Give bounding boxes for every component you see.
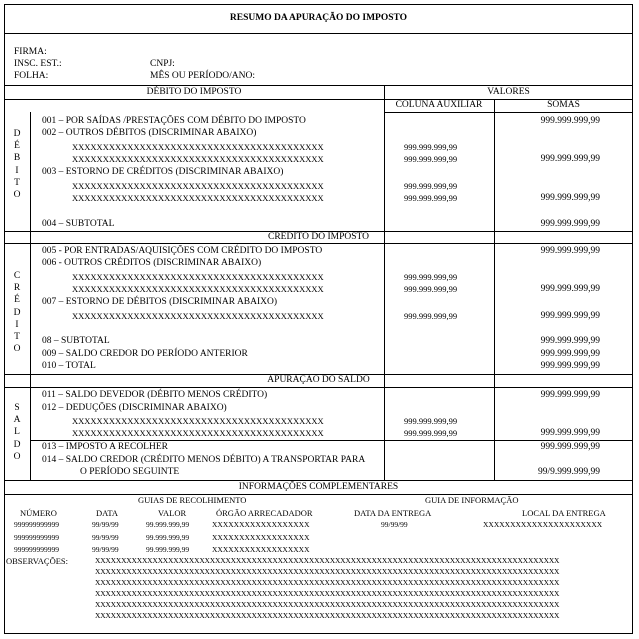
value-006-somas: 999.999.999,99 [540,284,600,294]
value-005-somas: 999.999.999,99 [540,246,600,256]
value-001-somas: 999.999.999,99 [540,116,600,126]
col-local-entrega: LOCAL DA ENTREGA [522,508,606,518]
value-aux: 999.999.999,99 [404,284,458,294]
firma-label: FIRMA: [14,47,47,57]
debito-side-label: D É B I T O [13,129,21,201]
observacoes-line: XXXXXXXXXXXXXXXXXXXXXXXXXXXXXXXXXXXXXXXXXXXXXXXXXXXXXXXXXXXXXXXXXXXXXXXXXXXXXXXXXXXXXXXXX [95,589,560,598]
entrega-local: XXXXXXXXXXXXXXXXXXXXXX [483,520,603,529]
value-aux: 999.999.999,99 [404,272,458,282]
form-title: RESUMO DA APURAÇÃO DO IMPOSTO [229,13,408,23]
guia-valor: 99.999.999,99 [146,545,190,554]
observacoes-line: XXXXXXXXXXXXXXXXXXXXXXXXXXXXXXXXXXXXXXXXXXXXXXXXXXXXXXXXXXXXXXXXXXXXXXXXXXXXXXXXXXXXXXXXX [95,611,560,620]
line-008: 08 – SUBTOTAL [42,336,110,346]
value-008-somas: 999.999.999,99 [540,336,600,346]
value-013-somas: 999.999.999,99 [540,442,600,452]
line-003: 003 – ESTORNO DE CRÉDITOS (DISCRIMINAR ABAIXO) [42,167,284,177]
credito-header: CREDITO DO IMPOSTO [268,232,369,242]
line-013: 013 – IMPOSTO A RECOLHER [42,442,168,452]
discriminar-x: XXXXXXXXXXXXXXXXXXXXXXXXXXXXXXXXXXXXXXXXX [72,428,324,438]
info-header: INFORMAÇÕES COMPLEMENTARES [238,482,399,492]
line-002: 002 – OUTROS DÉBITOS (DISCRIMINAR ABAIXO) [42,128,257,138]
col-valor: VALOR [158,508,187,518]
auxiliar-header: COLUNA AUXILIAR [395,100,483,110]
divider [384,112,633,113]
column-separator [384,85,385,480]
value-014-somas: 99/9.999.999,99 [537,467,600,477]
value-aux: 999.999.999,99 [404,311,458,321]
divider [30,440,633,441]
observacoes-line: XXXXXXXXXXXXXXXXXXXXXXXXXXXXXXXXXXXXXXXXXXXXXXXXXXXXXXXXXXXXXXXXXXXXXXXXXXXXXXXXXXXXXXXXX [95,567,560,576]
divider [4,494,633,495]
debito-header: DÉBITO DO IMPOSTO [146,87,242,97]
line-005: 005 - POR ENTRADAS/AQUISIÇÕES COM CRÉDITO DO IMPOSTO [42,246,323,256]
line-009: 009 – SALDO CREDOR DO PERÍODO ANTERIOR [42,349,248,359]
guias-recolhimento-label: GUIAS DE RECOLHIMENTO [138,495,247,505]
line-014: 014 – SALDO CREDOR (CRÉDITO MENOS DÉBITO) A TRANSPORTAR PARA [42,455,366,465]
col-data: DATA [96,508,118,518]
cnpj-label: CNPJ: [150,59,175,69]
guia-valor: 99.999.999,99 [146,533,190,542]
divider [4,243,633,244]
col-orgao: ÓRGÃO ARRECADADOR [216,508,313,518]
discriminar-x: XXXXXXXXXXXXXXXXXXXXXXXXXXXXXXXXXXXXXXXXX [72,416,324,426]
col-data-entrega: DATA DA ENTREGA [354,508,432,518]
value-012-somas: 999.999.999,99 [540,428,600,438]
valores-header: VALORES [487,87,530,97]
saldo-side-label: S A L D O [13,403,21,462]
value-007-somas: 999.999.999,99 [540,311,600,321]
value-aux: 999.999.999,99 [404,428,458,438]
col-numero: NÚMERO [20,508,57,518]
value-009-somas: 999.999.999,99 [540,349,600,359]
folha-label: FOLHA: [14,71,49,81]
credito-side-label: C R É D I T O [13,271,21,355]
line-006: 006 - OUTROS CRÉDITOS (DISCRIMINAR ABAIXO) [42,258,262,268]
saldo-header: APURAÇÃO DO SALDO [267,375,370,385]
divider [4,33,633,34]
discriminar-x: XXXXXXXXXXXXXXXXXXXXXXXXXXXXXXXXXXXXXXXXX [72,181,324,191]
value-aux: 999.999.999,99 [404,154,458,164]
discriminar-x: XXXXXXXXXXXXXXXXXXXXXXXXXXXXXXXXXXXXXXXXX [72,272,324,282]
value-010-somas: 999.999.999,99 [540,361,600,371]
discriminar-x: XXXXXXXXXXXXXXXXXXXXXXXXXXXXXXXXXXXXXXXXX [72,142,324,152]
divider [4,480,633,481]
value-aux: 999.999.999,99 [404,193,458,203]
guia-orgao: XXXXXXXXXXXXXXXXXX [212,545,310,554]
divider [4,99,384,100]
line-007: 007 – ESTORNO DE DÉBITOS (DISCRIMINAR ABAIXO) [42,297,278,307]
guia-valor: 99.999.999,99 [146,520,190,529]
line-011: 011 – SALDO DEVEDOR (DÉBITO MENOS CRÉDITO) [42,390,268,400]
line-001: 001 – POR SAÍDAS /PRESTAÇÕES COM DÉBITO DO IMPOSTO [42,116,306,126]
value-aux: 999.999.999,99 [404,416,458,426]
guia-informacao-label: GUIA DE INFORMAÇÃO [425,495,519,505]
guia-numero: 999999999999 [14,533,59,542]
guia-data: 99/99/99 [92,545,119,554]
line-014-cont: O PERÍODO SEGUINTE [80,467,180,477]
guia-numero: 999999999999 [14,520,59,529]
observacoes-line: XXXXXXXXXXXXXXXXXXXXXXXXXXXXXXXXXXXXXXXXXXXXXXXXXXXXXXXXXXXXXXXXXXXXXXXXXXXXXXXXXXXXXXXXX [95,600,560,609]
observacoes-label: OBSERVAÇÕES: [6,556,68,566]
observacoes-line: XXXXXXXXXXXXXXXXXXXXXXXXXXXXXXXXXXXXXXXXXXXXXXXXXXXXXXXXXXXXXXXXXXXXXXXXXXXXXXXXXXXXXXXXX [95,556,560,565]
guia-data: 99/99/99 [92,533,119,542]
side-separator [30,112,31,480]
discriminar-x: XXXXXXXXXXXXXXXXXXXXXXXXXXXXXXXXXXXXXXXXX [72,154,324,164]
observacoes-line: XXXXXXXXXXXXXXXXXXXXXXXXXXXXXXXXXXXXXXXXXXXXXXXXXXXXXXXXXXXXXXXXXXXXXXXXXXXXXXXXXXXXXXXXX [95,578,560,587]
discriminar-x: XXXXXXXXXXXXXXXXXXXXXXXXXXXXXXXXXXXXXXXXX [72,284,324,294]
discriminar-x: XXXXXXXXXXXXXXXXXXXXXXXXXXXXXXXXXXXXXXXXX [72,311,324,321]
line-004: 004 – SUBTOTAL [42,219,115,229]
periodo-label: MÊS OU PERÍODO/ANO: [150,71,256,81]
guia-orgao: XXXXXXXXXXXXXXXXXX [212,533,310,542]
value-004-somas: 999.999.999,99 [540,219,600,229]
discriminar-x: XXXXXXXXXXXXXXXXXXXXXXXXXXXXXXXXXXXXXXXXX [72,193,324,203]
entrega-data: 99/99/99 [381,520,408,529]
value-011-somas: 999.999.999,99 [540,390,600,400]
guia-orgao: XXXXXXXXXXXXXXXXXX [212,520,310,529]
guia-data: 99/99/99 [92,520,119,529]
value-002-somas: 999.999.999,99 [540,154,600,164]
line-012: 012 – DEDUÇÕES (DISCRIMINAR ABAIXO) [42,403,227,413]
guia-numero: 999999999999 [14,545,59,554]
insc-label: INSC. EST.: [14,59,62,69]
value-aux: 999.999.999,99 [404,142,458,152]
line-010: 010 – TOTAL [42,361,96,371]
value-003-somas: 999.999.999,99 [540,193,600,203]
somas-header: SOMAS [547,100,580,110]
divider [4,387,633,388]
divider [4,85,633,86]
value-aux: 999.999.999,99 [404,181,458,191]
